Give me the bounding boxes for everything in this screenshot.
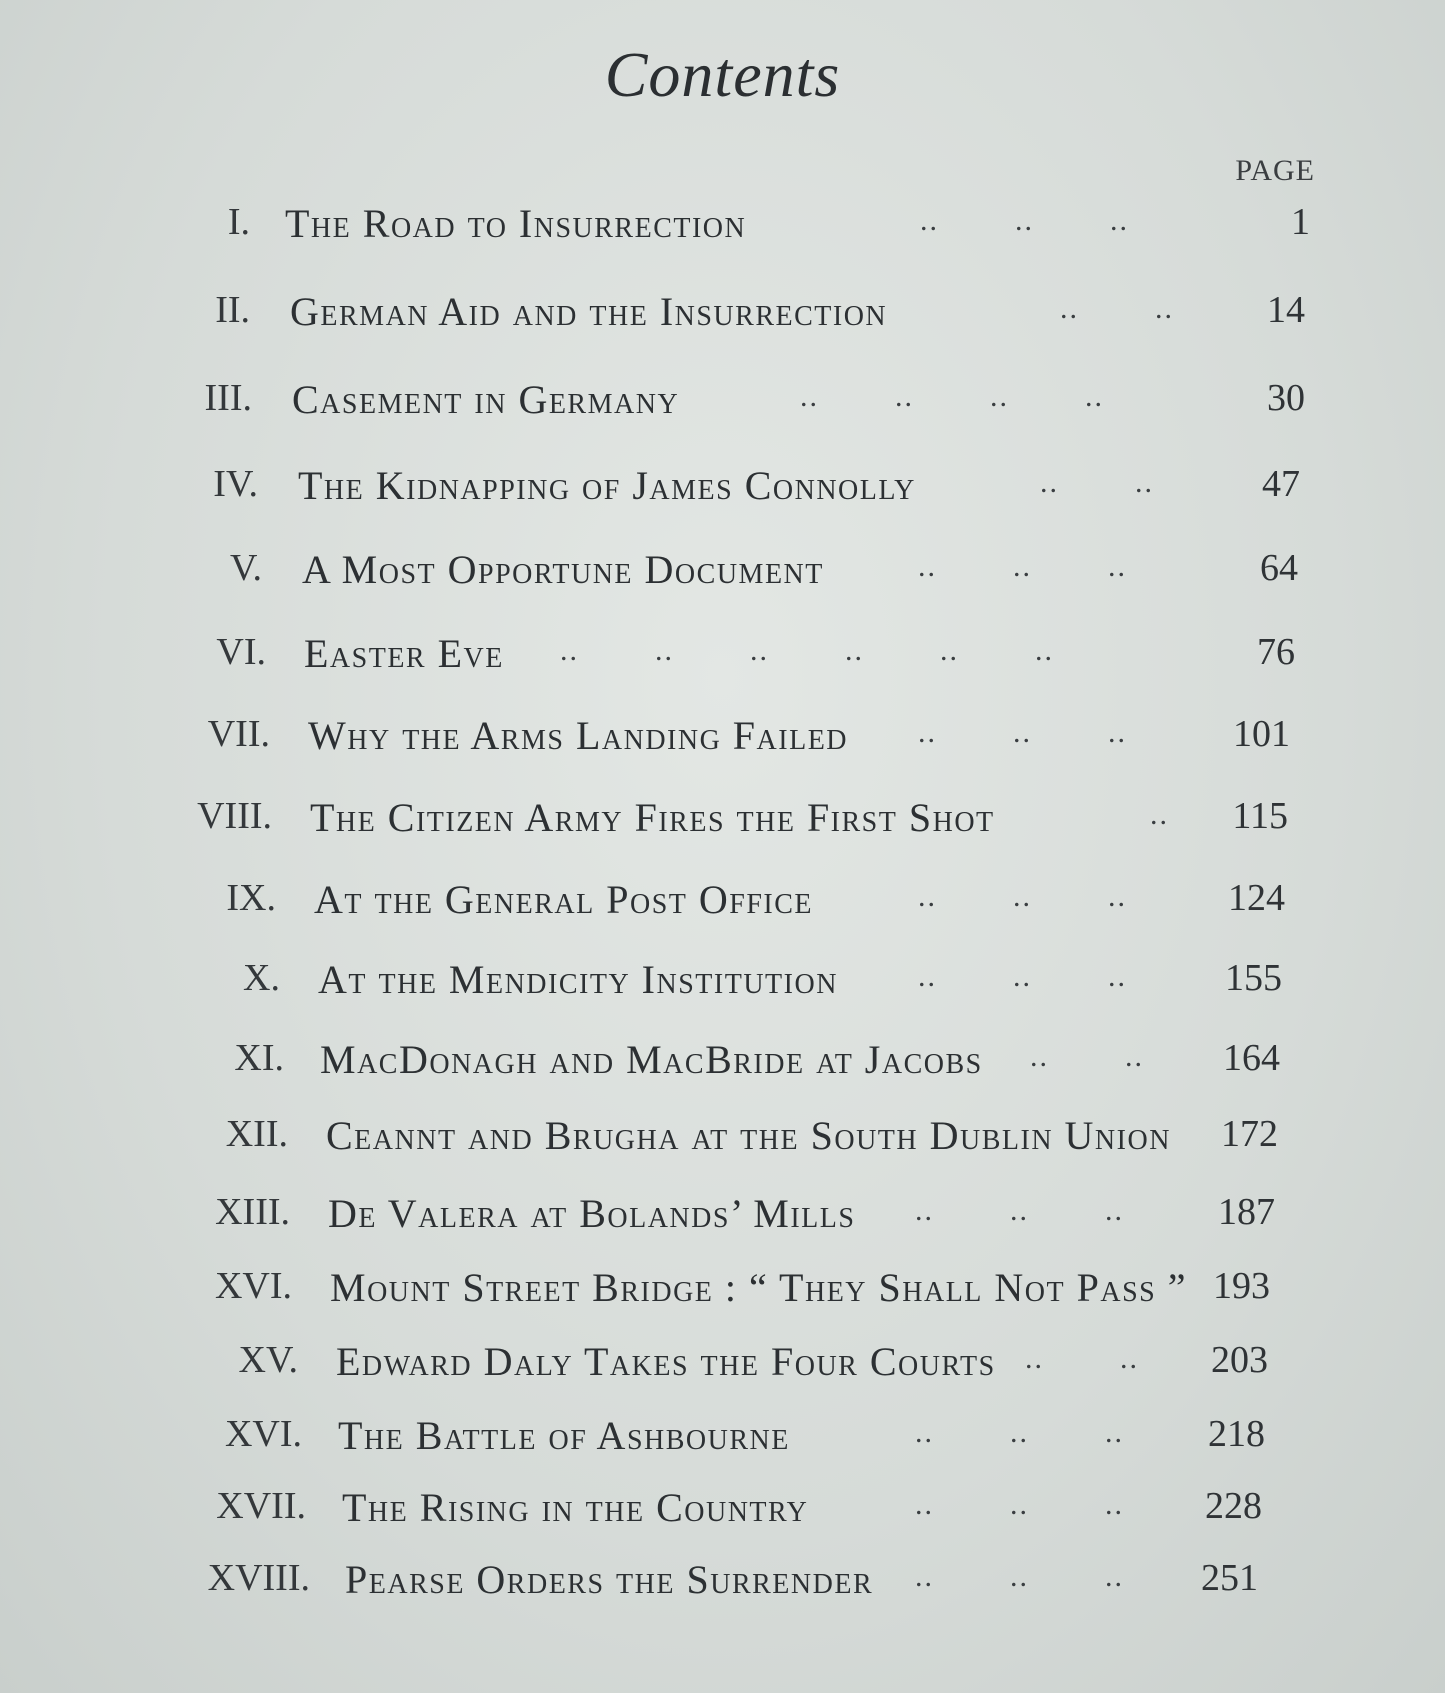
dot-leader: .. .. ..: [915, 1488, 1124, 1521]
toc-entry: [0, 712, 1445, 772]
page-number: 30: [1267, 377, 1305, 419]
chapter-title: The Rising in the Country: [342, 1485, 809, 1530]
chapter-title: De Valera at Bolands’ Mills: [328, 1191, 856, 1236]
page-number: 228: [1205, 1485, 1262, 1527]
chapter-number: XI.: [234, 1037, 284, 1079]
toc-entry: [0, 376, 1445, 436]
dot-leader: .. .. ..: [918, 716, 1127, 749]
dot-leader: .. ..: [1040, 466, 1154, 499]
chapter-title: Ceannt and Brugha at the South Dublin Union: [326, 1113, 1171, 1158]
chapter-title: At the General Post Office: [314, 877, 814, 922]
page-number: 1: [1291, 201, 1310, 243]
page-number: 172: [1221, 1113, 1278, 1155]
page-number: 76: [1257, 631, 1295, 673]
chapter-number: X.: [243, 957, 280, 999]
page-number: 203: [1211, 1339, 1268, 1381]
chapter-title: The Battle of Ashbourne: [338, 1413, 790, 1458]
dot-leader: ..: [1150, 798, 1169, 831]
dot-leader: .. .. .. ..: [800, 380, 1104, 413]
chapter-number: II.: [215, 289, 250, 331]
chapter-number: I.: [227, 201, 250, 243]
chapter-number: IX.: [226, 877, 276, 919]
chapter-title: Why the Arms Landing Failed: [308, 713, 849, 758]
chapter-number: XIII.: [215, 1191, 290, 1233]
chapter-title: Easter Eve: [304, 631, 504, 676]
chapter-title: Mount Street Bridge : “ They Shall Not Pass ”: [330, 1265, 1187, 1310]
page-number: 155: [1225, 957, 1282, 999]
chapter-title: The Citizen Army Fires the First Shot: [310, 795, 995, 840]
toc-entry: [0, 1112, 1445, 1172]
chapter-number: XVI.: [214, 1265, 292, 1307]
chapter-number: IV.: [213, 463, 258, 505]
toc-entry: [0, 546, 1445, 606]
page-number: 115: [1232, 795, 1288, 837]
chapter-title: A Most Opportune Document: [302, 547, 824, 592]
page-number: 14: [1267, 289, 1305, 331]
dot-leader: .. .. .. .. .. ..: [560, 634, 1054, 667]
chapter-number: XVI.: [224, 1413, 302, 1455]
toc-entry: [0, 1190, 1445, 1250]
page-number: 193: [1213, 1265, 1270, 1307]
toc-entry: [0, 462, 1445, 522]
chapter-number: III.: [204, 377, 252, 419]
chapter-number: VIII.: [197, 795, 272, 837]
chapter-title: MacDonagh and MacBride at Jacobs: [320, 1037, 983, 1082]
toc-entry: [0, 956, 1445, 1016]
chapter-number: VII.: [207, 713, 270, 755]
chapter-number: XII.: [225, 1113, 288, 1155]
dot-leader: .. .. ..: [915, 1416, 1124, 1449]
page-number: 101: [1233, 713, 1290, 755]
chapter-number: XV.: [238, 1339, 298, 1381]
page-number: 64: [1260, 547, 1298, 589]
chapter-title: At the Mendicity Institution: [318, 957, 838, 1002]
page-number: 251: [1201, 1557, 1258, 1599]
dot-leader: .. ..: [1060, 292, 1174, 325]
dot-leader: .. .. ..: [920, 204, 1129, 237]
toc-entry: [0, 1036, 1445, 1096]
chapter-number: XVIII.: [207, 1557, 310, 1599]
dot-leader: .. ..: [1030, 1040, 1144, 1073]
toc-entry: [0, 1264, 1445, 1324]
toc-entry: [0, 630, 1445, 690]
chapter-title: German Aid and the Insurrection: [290, 289, 888, 334]
contents-heading: Contents: [604, 39, 841, 110]
toc-entry: [0, 288, 1445, 348]
dot-leader: .. .. ..: [918, 960, 1127, 993]
page-column-label: PAGE: [1235, 154, 1315, 187]
toc-entry: [0, 1556, 1445, 1616]
dot-leader: .. .. ..: [915, 1194, 1124, 1227]
chapter-number: XVII.: [216, 1485, 306, 1527]
chapter-title: Edward Daly Takes the Four Courts: [336, 1339, 996, 1384]
toc-entry: [0, 200, 1445, 260]
chapter-number: V.: [229, 547, 262, 589]
chapter-title: The Road to Insurrection: [285, 201, 747, 246]
page-number: 164: [1223, 1037, 1280, 1079]
chapter-title: Casement in Germany: [292, 377, 680, 422]
page-number: 218: [1208, 1413, 1265, 1455]
chapter-number: VI.: [216, 631, 266, 673]
dot-leader: .. ..: [1025, 1342, 1139, 1375]
toc-entry: [0, 1484, 1445, 1544]
dot-leader: .. .. ..: [918, 550, 1127, 583]
chapter-title: Pearse Orders the Surrender: [345, 1557, 874, 1602]
toc-entry: [0, 876, 1445, 936]
toc-entry: [0, 1338, 1445, 1398]
dot-leader: .. .. ..: [918, 880, 1127, 913]
page-number: 47: [1262, 463, 1300, 505]
toc-entry: [0, 794, 1445, 854]
page-number: 187: [1218, 1191, 1275, 1233]
toc-entry: [0, 1412, 1445, 1472]
dot-leader: .. .. ..: [915, 1560, 1124, 1593]
chapter-title: The Kidnapping of James Connolly: [298, 463, 916, 508]
page-number: 124: [1228, 877, 1285, 919]
